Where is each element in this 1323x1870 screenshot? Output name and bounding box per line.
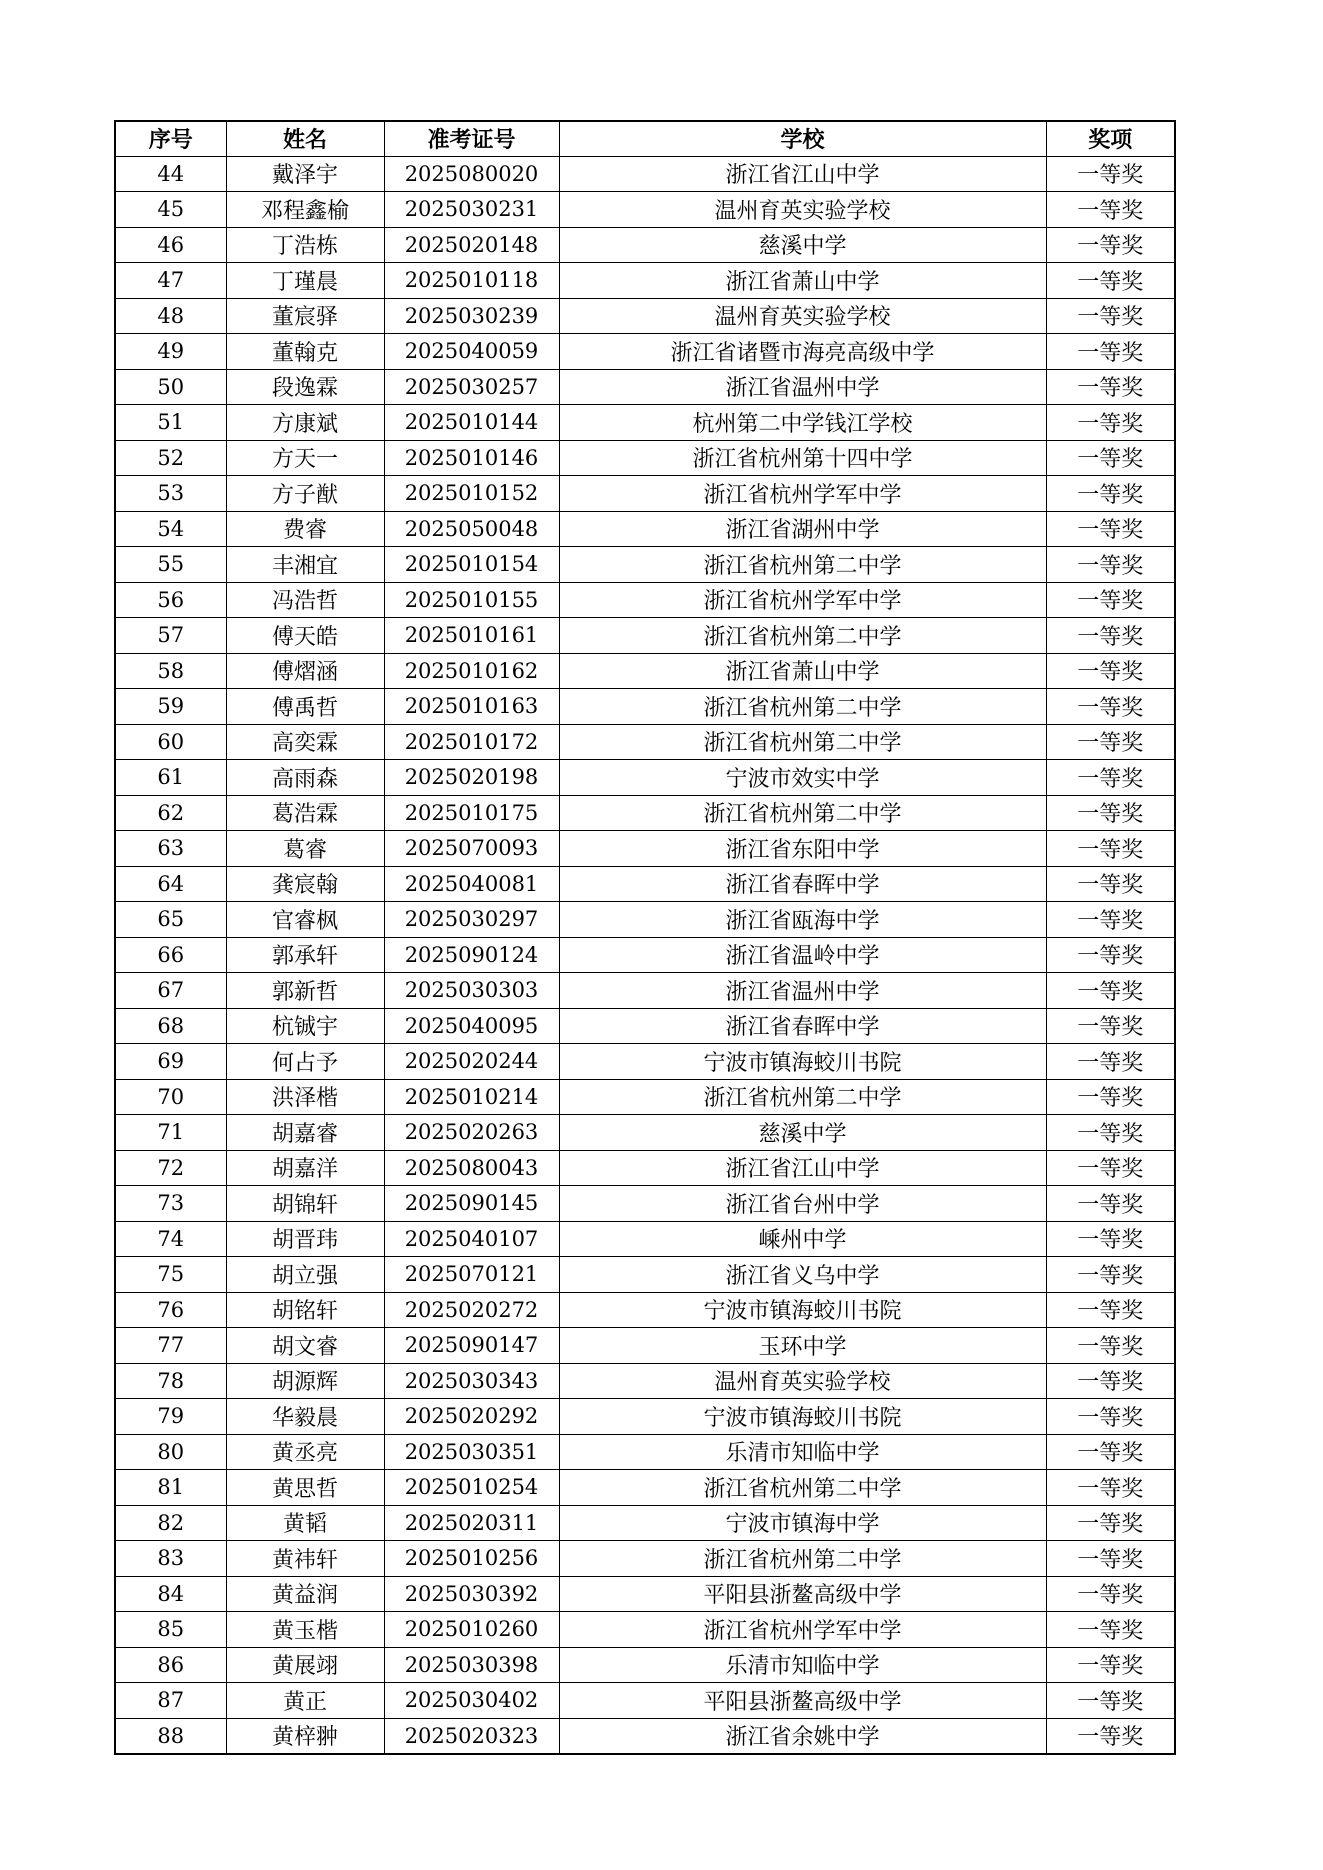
table-row xyxy=(115,831,1175,867)
cell-award: 一等奖 xyxy=(1046,1505,1175,1541)
cell-index: 71 xyxy=(115,1115,226,1151)
cell-award: 一等奖 xyxy=(1046,1150,1175,1186)
cell-name: 傅禹哲 xyxy=(226,689,384,725)
table-row xyxy=(115,263,1175,299)
cell-index: 44 xyxy=(115,156,226,192)
cell-name: 洪泽楷 xyxy=(226,1079,384,1115)
cell-exam-id: 2025030303 xyxy=(384,973,559,1009)
table-row xyxy=(115,1186,1175,1222)
table-row xyxy=(115,405,1175,441)
table-row xyxy=(115,760,1175,796)
cell-name: 胡源辉 xyxy=(226,1363,384,1399)
cell-name: 黄祎轩 xyxy=(226,1541,384,1577)
cell-award: 一等奖 xyxy=(1046,476,1175,512)
cell-name: 胡立强 xyxy=(226,1257,384,1293)
cell-name: 方子猷 xyxy=(226,476,384,512)
cell-exam-id: 2025030351 xyxy=(384,1434,559,1470)
cell-name: 黄展翊 xyxy=(226,1647,384,1683)
cell-exam-id: 2025030297 xyxy=(384,902,559,938)
cell-award: 一等奖 xyxy=(1046,618,1175,654)
cell-award: 一等奖 xyxy=(1046,1470,1175,1506)
cell-exam-id: 2025010260 xyxy=(384,1612,559,1648)
cell-award: 一等奖 xyxy=(1046,298,1175,334)
cell-award: 一等奖 xyxy=(1046,902,1175,938)
cell-exam-id: 2025070121 xyxy=(384,1257,559,1293)
cell-index: 80 xyxy=(115,1434,226,1470)
cell-award: 一等奖 xyxy=(1046,511,1175,547)
cell-exam-id: 2025010175 xyxy=(384,795,559,831)
cell-exam-id: 2025010154 xyxy=(384,547,559,583)
table-row xyxy=(115,1150,1175,1186)
cell-index: 50 xyxy=(115,369,226,405)
cell-award: 一等奖 xyxy=(1046,1647,1175,1683)
cell-exam-id: 2025040095 xyxy=(384,1008,559,1044)
cell-index: 65 xyxy=(115,902,226,938)
table-row xyxy=(115,1718,1175,1754)
cell-exam-id: 2025010162 xyxy=(384,653,559,689)
cell-exam-id: 2025030402 xyxy=(384,1683,559,1719)
cell-award: 一等奖 xyxy=(1046,973,1175,1009)
cell-name: 冯浩哲 xyxy=(226,582,384,618)
cell-award: 一等奖 xyxy=(1046,1718,1175,1754)
cell-exam-id: 2025090145 xyxy=(384,1186,559,1222)
cell-index: 84 xyxy=(115,1576,226,1612)
cell-school: 慈溪中学 xyxy=(559,1115,1046,1151)
cell-exam-id: 2025010161 xyxy=(384,618,559,654)
cell-school: 浙江省温州中学 xyxy=(559,369,1046,405)
cell-school: 浙江省杭州第二中学 xyxy=(559,547,1046,583)
cell-exam-id: 2025040107 xyxy=(384,1221,559,1257)
cell-school: 浙江省江山中学 xyxy=(559,156,1046,192)
cell-exam-id: 2025030257 xyxy=(384,369,559,405)
cell-award: 一等奖 xyxy=(1046,1115,1175,1151)
cell-index: 72 xyxy=(115,1150,226,1186)
cell-index: 55 xyxy=(115,547,226,583)
cell-exam-id: 2025090124 xyxy=(384,937,559,973)
cell-school: 浙江省杭州学军中学 xyxy=(559,1612,1046,1648)
header-name: 姓名 xyxy=(226,121,384,156)
cell-school: 慈溪中学 xyxy=(559,227,1046,263)
cell-index: 76 xyxy=(115,1292,226,1328)
cell-name: 葛睿 xyxy=(226,831,384,867)
cell-school: 浙江省杭州第二中学 xyxy=(559,618,1046,654)
cell-exam-id: 2025010172 xyxy=(384,724,559,760)
cell-school: 浙江省春晖中学 xyxy=(559,1008,1046,1044)
cell-name: 黄益润 xyxy=(226,1576,384,1612)
cell-school: 宁波市镇海中学 xyxy=(559,1505,1046,1541)
cell-award: 一等奖 xyxy=(1046,1186,1175,1222)
table-row xyxy=(115,1576,1175,1612)
cell-index: 46 xyxy=(115,227,226,263)
cell-index: 68 xyxy=(115,1008,226,1044)
cell-index: 48 xyxy=(115,298,226,334)
cell-school: 浙江省杭州第二中学 xyxy=(559,1079,1046,1115)
cell-school: 浙江省诸暨市海亮高级中学 xyxy=(559,334,1046,370)
cell-name: 董翰克 xyxy=(226,334,384,370)
cell-school: 温州育英实验学校 xyxy=(559,192,1046,228)
cell-index: 70 xyxy=(115,1079,226,1115)
cell-award: 一等奖 xyxy=(1046,1221,1175,1257)
cell-exam-id: 2025020244 xyxy=(384,1044,559,1080)
cell-exam-id: 2025030231 xyxy=(384,192,559,228)
table-row xyxy=(115,298,1175,334)
table-header xyxy=(115,121,1175,156)
cell-award: 一等奖 xyxy=(1046,1008,1175,1044)
cell-school: 嵊州中学 xyxy=(559,1221,1046,1257)
cell-school: 浙江省杭州第二中学 xyxy=(559,689,1046,725)
cell-school: 平阳县浙鳌高级中学 xyxy=(559,1576,1046,1612)
cell-exam-id: 2025020292 xyxy=(384,1399,559,1435)
cell-award: 一等奖 xyxy=(1046,1079,1175,1115)
cell-exam-id: 2025080020 xyxy=(384,156,559,192)
table-row xyxy=(115,1115,1175,1151)
cell-exam-id: 2025010155 xyxy=(384,582,559,618)
table-row xyxy=(115,1541,1175,1577)
cell-index: 75 xyxy=(115,1257,226,1293)
header-index: 序号 xyxy=(115,121,226,156)
cell-school: 浙江省杭州第二中学 xyxy=(559,724,1046,760)
cell-name: 段逸霖 xyxy=(226,369,384,405)
cell-name: 华毅晨 xyxy=(226,1399,384,1435)
cell-school: 浙江省萧山中学 xyxy=(559,653,1046,689)
cell-exam-id: 2025010146 xyxy=(384,440,559,476)
table-row xyxy=(115,1328,1175,1364)
cell-index: 58 xyxy=(115,653,226,689)
cell-award: 一等奖 xyxy=(1046,156,1175,192)
cell-exam-id: 2025010144 xyxy=(384,405,559,441)
table-row xyxy=(115,1399,1175,1435)
table-row xyxy=(115,618,1175,654)
cell-award: 一等奖 xyxy=(1046,263,1175,299)
table-row xyxy=(115,369,1175,405)
cell-award: 一等奖 xyxy=(1046,1292,1175,1328)
cell-name: 方康斌 xyxy=(226,405,384,441)
cell-award: 一等奖 xyxy=(1046,334,1175,370)
cell-exam-id: 2025070093 xyxy=(384,831,559,867)
cell-index: 86 xyxy=(115,1647,226,1683)
cell-index: 69 xyxy=(115,1044,226,1080)
cell-award: 一等奖 xyxy=(1046,192,1175,228)
cell-school: 平阳县浙鳌高级中学 xyxy=(559,1683,1046,1719)
cell-award: 一等奖 xyxy=(1046,689,1175,725)
award-table xyxy=(114,120,1176,1755)
cell-school: 浙江省余姚中学 xyxy=(559,1718,1046,1754)
table-row xyxy=(115,1008,1175,1044)
cell-award: 一等奖 xyxy=(1046,440,1175,476)
cell-index: 83 xyxy=(115,1541,226,1577)
cell-exam-id: 2025020311 xyxy=(384,1505,559,1541)
table-row xyxy=(115,1612,1175,1648)
cell-award: 一等奖 xyxy=(1046,1363,1175,1399)
cell-award: 一等奖 xyxy=(1046,1399,1175,1435)
table-row xyxy=(115,1257,1175,1293)
cell-index: 73 xyxy=(115,1186,226,1222)
cell-exam-id: 2025040059 xyxy=(384,334,559,370)
cell-school: 乐清市知临中学 xyxy=(559,1647,1046,1683)
table-row xyxy=(115,511,1175,547)
cell-award: 一等奖 xyxy=(1046,760,1175,796)
cell-name: 胡晋玮 xyxy=(226,1221,384,1257)
table-row xyxy=(115,1079,1175,1115)
table-row xyxy=(115,156,1175,192)
cell-index: 57 xyxy=(115,618,226,654)
cell-index: 87 xyxy=(115,1683,226,1719)
cell-exam-id: 2025090147 xyxy=(384,1328,559,1364)
cell-name: 傅天皓 xyxy=(226,618,384,654)
cell-name: 方天一 xyxy=(226,440,384,476)
cell-school: 浙江省春晖中学 xyxy=(559,866,1046,902)
cell-exam-id: 2025010163 xyxy=(384,689,559,725)
cell-name: 郭承轩 xyxy=(226,937,384,973)
cell-exam-id: 2025020198 xyxy=(384,760,559,796)
cell-exam-id: 2025020323 xyxy=(384,1718,559,1754)
cell-school: 浙江省杭州第十四中学 xyxy=(559,440,1046,476)
cell-exam-id: 2025020148 xyxy=(384,227,559,263)
cell-award: 一等奖 xyxy=(1046,369,1175,405)
cell-name: 傅熠涵 xyxy=(226,653,384,689)
cell-exam-id: 2025050048 xyxy=(384,511,559,547)
cell-name: 黄思哲 xyxy=(226,1470,384,1506)
cell-award: 一等奖 xyxy=(1046,1434,1175,1470)
cell-name: 胡嘉睿 xyxy=(226,1115,384,1151)
cell-index: 54 xyxy=(115,511,226,547)
cell-index: 53 xyxy=(115,476,226,512)
cell-name: 何占予 xyxy=(226,1044,384,1080)
cell-award: 一等奖 xyxy=(1046,1576,1175,1612)
table-row xyxy=(115,1470,1175,1506)
cell-index: 45 xyxy=(115,192,226,228)
cell-school: 玉环中学 xyxy=(559,1328,1046,1364)
table-row xyxy=(115,902,1175,938)
cell-name: 胡锦轩 xyxy=(226,1186,384,1222)
cell-award: 一等奖 xyxy=(1046,937,1175,973)
cell-index: 47 xyxy=(115,263,226,299)
cell-school: 宁波市效实中学 xyxy=(559,760,1046,796)
cell-award: 一等奖 xyxy=(1046,724,1175,760)
cell-name: 高奕霖 xyxy=(226,724,384,760)
cell-index: 64 xyxy=(115,866,226,902)
cell-index: 60 xyxy=(115,724,226,760)
cell-exam-id: 2025010152 xyxy=(384,476,559,512)
table-row xyxy=(115,582,1175,618)
cell-exam-id: 2025020263 xyxy=(384,1115,559,1151)
cell-name: 杭铖宇 xyxy=(226,1008,384,1044)
cell-award: 一等奖 xyxy=(1046,795,1175,831)
cell-school: 宁波市镇海蛟川书院 xyxy=(559,1399,1046,1435)
cell-award: 一等奖 xyxy=(1046,1044,1175,1080)
cell-exam-id: 2025030239 xyxy=(384,298,559,334)
cell-index: 49 xyxy=(115,334,226,370)
table-row xyxy=(115,795,1175,831)
table-row xyxy=(115,973,1175,1009)
table-row xyxy=(115,334,1175,370)
table-row xyxy=(115,1505,1175,1541)
cell-index: 81 xyxy=(115,1470,226,1506)
cell-index: 77 xyxy=(115,1328,226,1364)
cell-index: 62 xyxy=(115,795,226,831)
cell-award: 一等奖 xyxy=(1046,653,1175,689)
cell-name: 丁瑾晨 xyxy=(226,263,384,299)
cell-school: 温州育英实验学校 xyxy=(559,1363,1046,1399)
cell-school: 温州育英实验学校 xyxy=(559,298,1046,334)
cell-award: 一等奖 xyxy=(1046,405,1175,441)
cell-name: 郭新哲 xyxy=(226,973,384,1009)
cell-name: 葛浩霖 xyxy=(226,795,384,831)
table-body xyxy=(115,156,1175,1754)
cell-school: 浙江省杭州学军中学 xyxy=(559,582,1046,618)
table-row xyxy=(115,227,1175,263)
cell-index: 74 xyxy=(115,1221,226,1257)
cell-exam-id: 2025030398 xyxy=(384,1647,559,1683)
table-row xyxy=(115,724,1175,760)
cell-index: 82 xyxy=(115,1505,226,1541)
cell-index: 52 xyxy=(115,440,226,476)
cell-school: 浙江省杭州第二中学 xyxy=(559,795,1046,831)
cell-index: 79 xyxy=(115,1399,226,1435)
cell-index: 66 xyxy=(115,937,226,973)
cell-award: 一等奖 xyxy=(1046,582,1175,618)
cell-school: 浙江省瓯海中学 xyxy=(559,902,1046,938)
cell-name: 黄玉楷 xyxy=(226,1612,384,1648)
cell-exam-id: 2025020272 xyxy=(384,1292,559,1328)
cell-index: 63 xyxy=(115,831,226,867)
cell-index: 85 xyxy=(115,1612,226,1648)
cell-exam-id: 2025010214 xyxy=(384,1079,559,1115)
cell-name: 龚宸翰 xyxy=(226,866,384,902)
cell-award: 一等奖 xyxy=(1046,227,1175,263)
cell-name: 黄正 xyxy=(226,1683,384,1719)
table-row xyxy=(115,1044,1175,1080)
table-row xyxy=(115,1683,1175,1719)
cell-exam-id: 2025010256 xyxy=(384,1541,559,1577)
cell-award: 一等奖 xyxy=(1046,866,1175,902)
cell-school: 杭州第二中学钱江学校 xyxy=(559,405,1046,441)
cell-exam-id: 2025080043 xyxy=(384,1150,559,1186)
cell-award: 一等奖 xyxy=(1046,1328,1175,1364)
cell-award: 一等奖 xyxy=(1046,1683,1175,1719)
cell-school: 浙江省杭州第二中学 xyxy=(559,1541,1046,1577)
cell-school: 浙江省义乌中学 xyxy=(559,1257,1046,1293)
table-row xyxy=(115,1434,1175,1470)
cell-index: 59 xyxy=(115,689,226,725)
cell-school: 浙江省江山中学 xyxy=(559,1150,1046,1186)
cell-index: 51 xyxy=(115,405,226,441)
cell-school: 浙江省台州中学 xyxy=(559,1186,1046,1222)
cell-name: 丰湘宜 xyxy=(226,547,384,583)
table-row xyxy=(115,192,1175,228)
cell-name: 黄韬 xyxy=(226,1505,384,1541)
cell-exam-id: 2025030343 xyxy=(384,1363,559,1399)
table-row xyxy=(115,1292,1175,1328)
cell-name: 邓程鑫榆 xyxy=(226,192,384,228)
cell-name: 戴泽宇 xyxy=(226,156,384,192)
cell-award: 一等奖 xyxy=(1046,831,1175,867)
cell-award: 一等奖 xyxy=(1046,1541,1175,1577)
cell-name: 胡铭轩 xyxy=(226,1292,384,1328)
table-row xyxy=(115,1363,1175,1399)
header-award: 奖项 xyxy=(1046,121,1175,156)
cell-index: 88 xyxy=(115,1718,226,1754)
table-row xyxy=(115,1647,1175,1683)
cell-name: 黄丞亮 xyxy=(226,1434,384,1470)
cell-name: 董宸驿 xyxy=(226,298,384,334)
cell-name: 丁浩栋 xyxy=(226,227,384,263)
cell-name: 费睿 xyxy=(226,511,384,547)
table-row xyxy=(115,547,1175,583)
cell-school: 浙江省温岭中学 xyxy=(559,937,1046,973)
cell-name: 高雨森 xyxy=(226,760,384,796)
cell-school: 浙江省萧山中学 xyxy=(559,263,1046,299)
cell-school: 浙江省温州中学 xyxy=(559,973,1046,1009)
cell-index: 56 xyxy=(115,582,226,618)
table-row xyxy=(115,440,1175,476)
cell-exam-id: 2025010254 xyxy=(384,1470,559,1506)
cell-school: 浙江省杭州第二中学 xyxy=(559,1470,1046,1506)
table-row xyxy=(115,653,1175,689)
cell-award: 一等奖 xyxy=(1046,547,1175,583)
cell-school: 浙江省湖州中学 xyxy=(559,511,1046,547)
table-row xyxy=(115,476,1175,512)
cell-index: 61 xyxy=(115,760,226,796)
cell-school: 浙江省东阳中学 xyxy=(559,831,1046,867)
cell-school: 宁波市镇海蛟川书院 xyxy=(559,1292,1046,1328)
table-row xyxy=(115,866,1175,902)
cell-index: 78 xyxy=(115,1363,226,1399)
cell-exam-id: 2025010118 xyxy=(384,263,559,299)
cell-school: 乐清市知临中学 xyxy=(559,1434,1046,1470)
cell-name: 黄梓翀 xyxy=(226,1718,384,1754)
cell-school: 浙江省杭州学军中学 xyxy=(559,476,1046,512)
header-row xyxy=(115,121,1175,156)
cell-award: 一等奖 xyxy=(1046,1257,1175,1293)
cell-award: 一等奖 xyxy=(1046,1612,1175,1648)
cell-name: 胡嘉洋 xyxy=(226,1150,384,1186)
cell-school: 宁波市镇海蛟川书院 xyxy=(559,1044,1046,1080)
header-exam-id: 准考证号 xyxy=(384,121,559,156)
cell-name: 胡文睿 xyxy=(226,1328,384,1364)
cell-index: 67 xyxy=(115,973,226,1009)
header-school: 学校 xyxy=(559,121,1046,156)
cell-exam-id: 2025030392 xyxy=(384,1576,559,1612)
table-row xyxy=(115,937,1175,973)
cell-exam-id: 2025040081 xyxy=(384,866,559,902)
table-row xyxy=(115,1221,1175,1257)
cell-name: 官睿枫 xyxy=(226,902,384,938)
table-row xyxy=(115,689,1175,725)
